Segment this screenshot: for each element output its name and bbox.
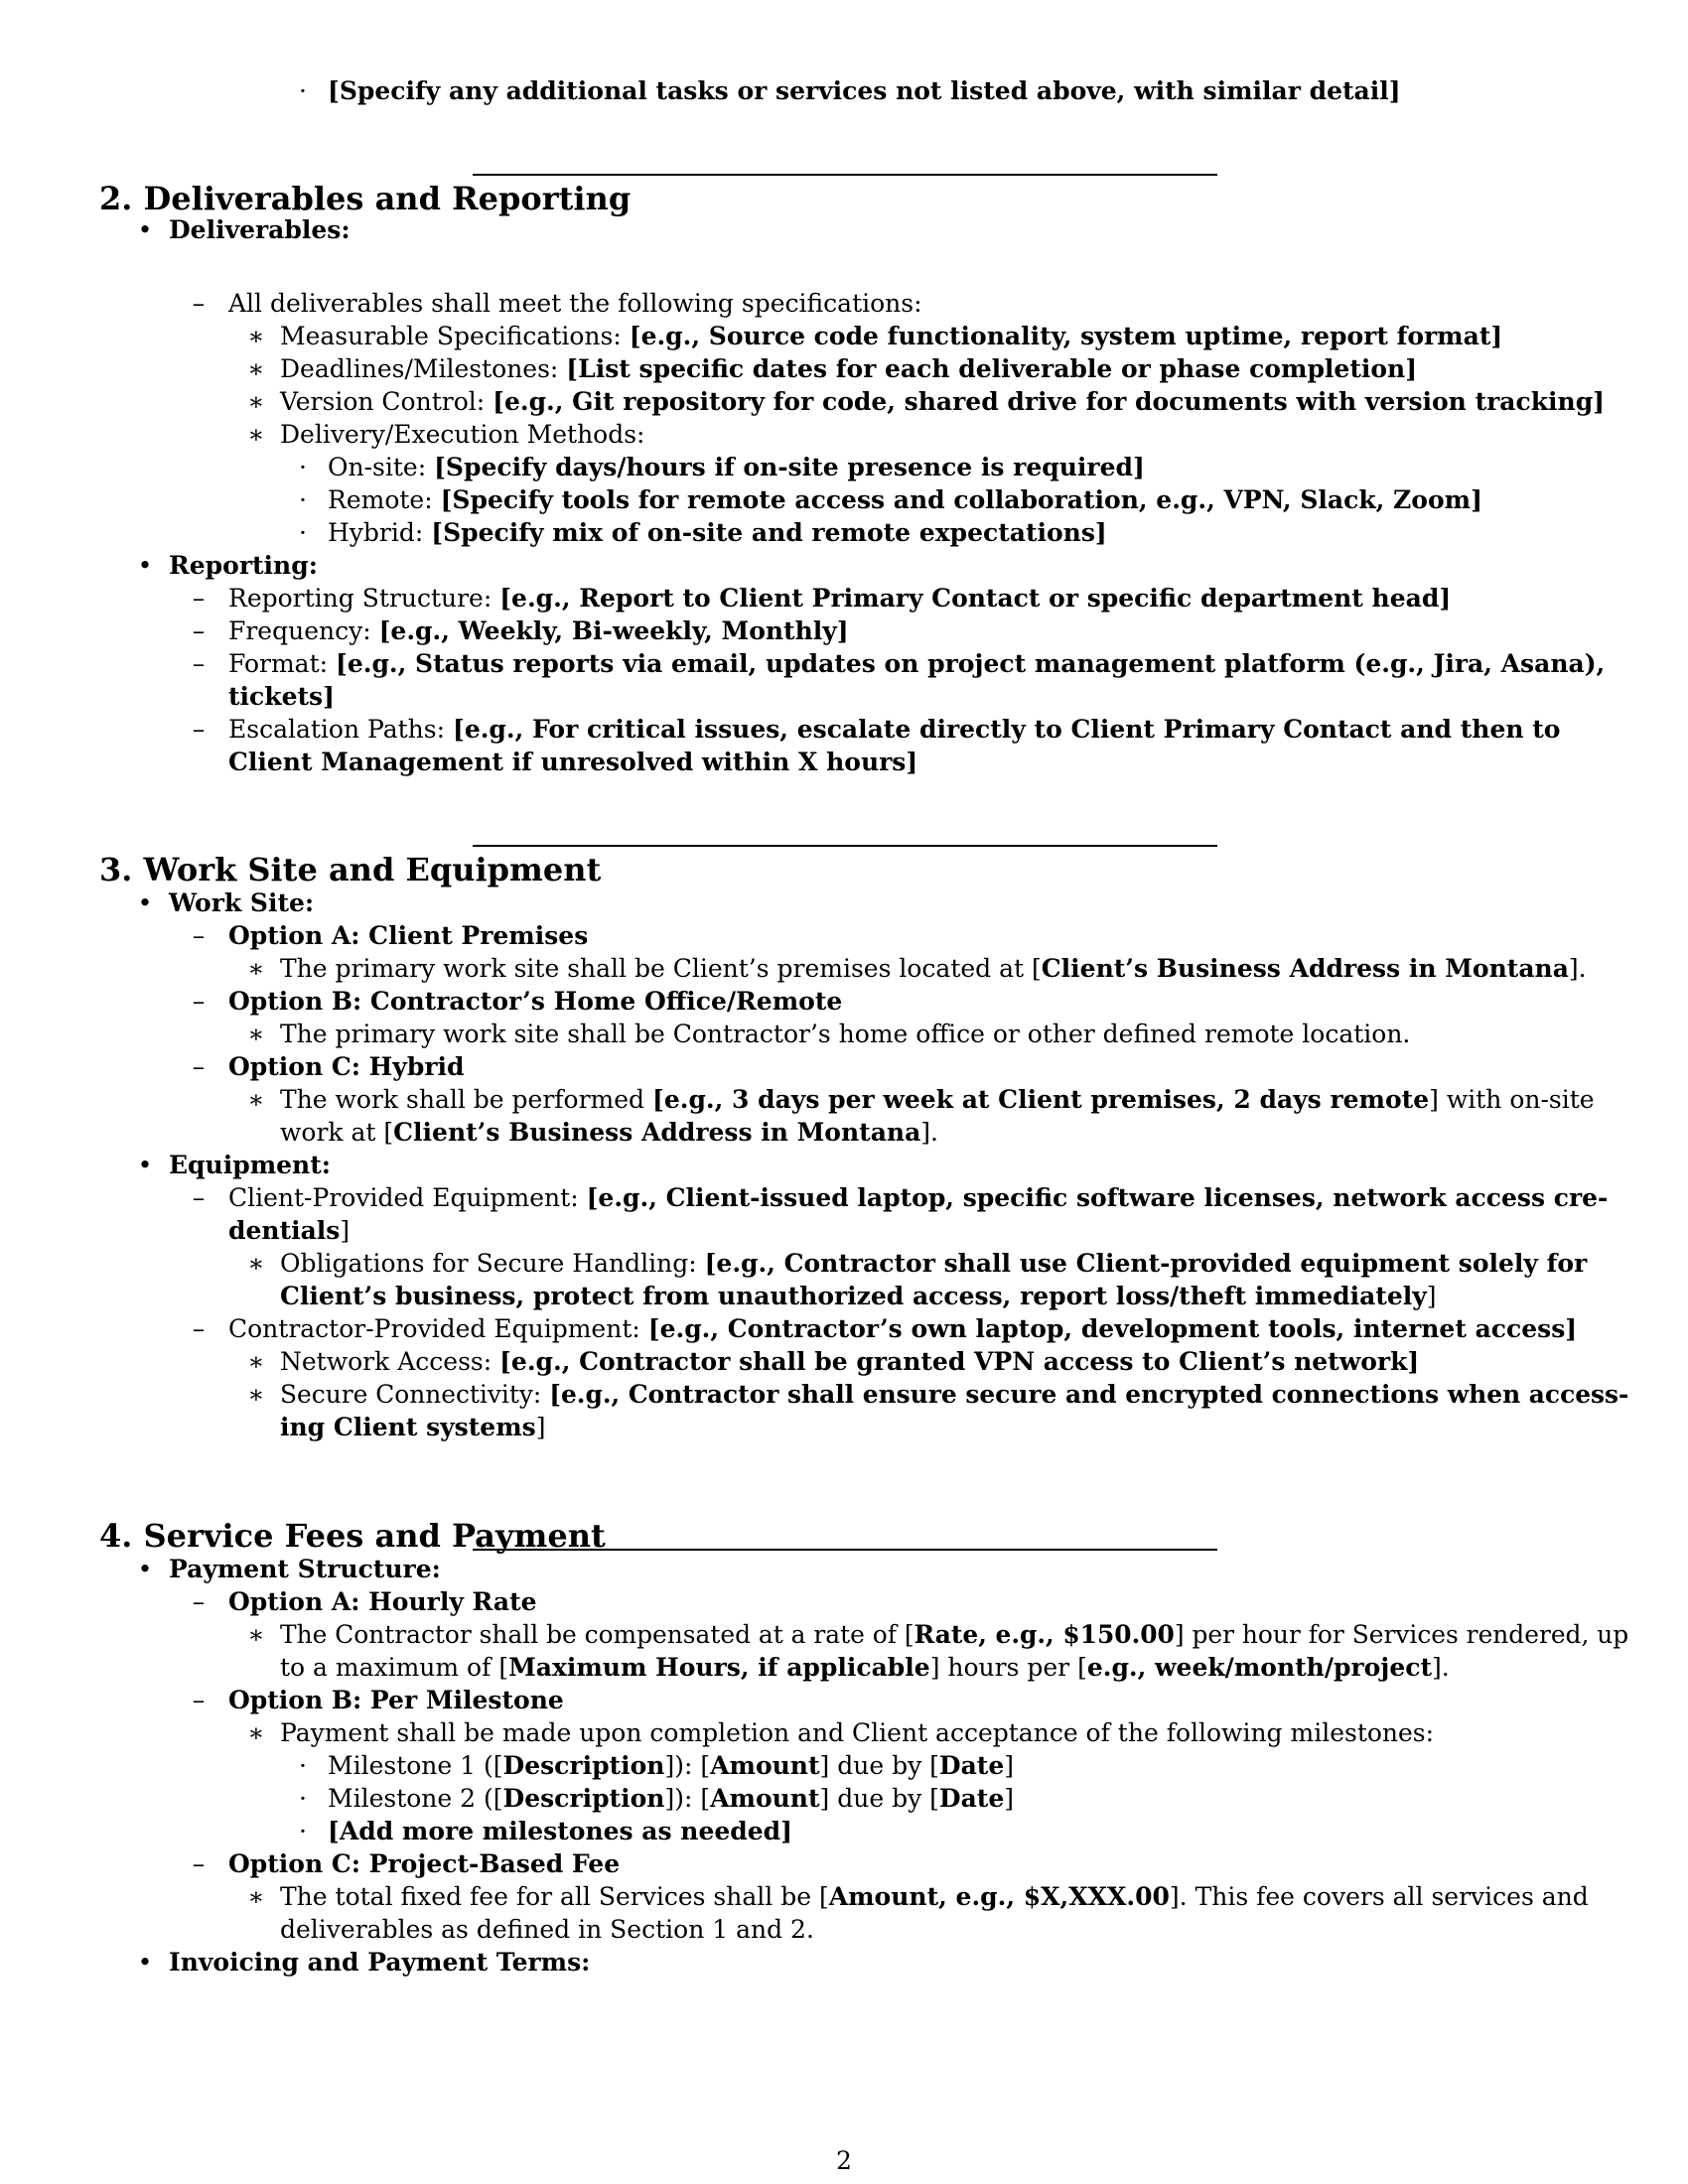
s4-structure: [169, 1553, 441, 1585]
list-marker: ·: [299, 1817, 307, 1845]
placeholder-text: [e.g., Source code functionality, system uptime, report format]: [629, 322, 1503, 350]
list-marker: ∗: [247, 387, 265, 416]
body-text: ]: [1004, 1751, 1015, 1780]
list-marker: •: [137, 215, 153, 244]
s3-opt-a-text: [280, 952, 1587, 985]
s2-hybrid: [328, 516, 1107, 549]
body-text: work at [: [280, 1118, 394, 1147]
s3-secure: [280, 1247, 1587, 1280]
placeholder-text: Maximum Hours, if applicable: [508, 1653, 930, 1682]
s4-opt-a-text-2: [280, 1651, 1450, 1684]
s3-network: [280, 1345, 1419, 1378]
s2-escalation-2: [228, 746, 917, 778]
s2-format: [228, 647, 1605, 680]
list-marker: –: [192, 921, 206, 950]
placeholder-text: Reporting:: [169, 551, 318, 580]
list-marker: ∗: [247, 354, 265, 383]
s4-milestone-1: [328, 1749, 1014, 1782]
page-number: 2: [836, 2146, 852, 2175]
placeholder-text: [Specify tools for remote access and collaboration, e.g., VPN, Slack, Zoom]: [440, 485, 1482, 514]
s3-worksite: [169, 887, 314, 919]
s3-connectivity: [280, 1378, 1628, 1411]
body-text: Payment shall be made upon completion and Client acceptance of the following milestones:: [280, 1718, 1435, 1747]
s3-opt-c-text-2: [280, 1116, 938, 1149]
s4-milestone-more: [328, 1815, 792, 1847]
body-text: Network Access:: [280, 1347, 500, 1376]
placeholder-text: Client’s business, protect from unauthorized access, report loss/theft immediately: [280, 1282, 1427, 1310]
list-marker: ∗: [247, 1620, 265, 1649]
s2-frequency: [228, 614, 849, 647]
placeholder-text: Work Site:: [169, 888, 315, 917]
body-text: The work shall be performed: [280, 1085, 652, 1114]
section-divider: [473, 174, 1217, 176]
placeholder-text: e.g., week/month/project: [1086, 1653, 1433, 1682]
placeholder-text: [Specify days/hours if on-site presence is required]: [434, 453, 1145, 481]
placeholder-text: [e.g., Contractor’s own laptop, development tools, internet access]: [647, 1314, 1578, 1343]
section-4-heading: 4. Service Fees and Payment: [99, 1517, 606, 1555]
placeholder-text: ing Client systems: [280, 1413, 536, 1441]
list-marker: •: [137, 1555, 153, 1583]
placeholder-text: [Add more milestones as needed]: [328, 1817, 792, 1845]
list-marker: –: [192, 289, 206, 318]
list-marker: ∗: [247, 1085, 265, 1114]
body-text: ] due by [: [819, 1751, 939, 1780]
s2-version: [280, 385, 1605, 418]
s2-methods: [280, 418, 644, 451]
body-text: Milestone 1 ([: [328, 1751, 503, 1780]
list-marker: ·: [299, 76, 307, 105]
placeholder-text: Invoicing and Payment Terms:: [169, 1948, 591, 1977]
s2-reporting: [169, 549, 318, 582]
list-marker: –: [192, 1686, 206, 1714]
body-text: The primary work site shall be Client’s premises located at [: [280, 954, 1042, 983]
s2-structure: [228, 582, 1451, 614]
s3-opt-b-text: [280, 1018, 1410, 1050]
placeholder-text: Option C: Project-Based Fee: [228, 1849, 621, 1878]
placeholder-text: tickets]: [228, 682, 335, 711]
list-marker: –: [192, 649, 206, 678]
body-text: ].: [920, 1118, 938, 1147]
body-text: The primary work site shall be Contractor’s home office or other defined remote location.: [280, 1020, 1411, 1048]
placeholder-text: [e.g., Status reports via email, updates on project management platform (e.g., Jira, Asana),: [336, 649, 1606, 678]
s3-connectivity-2: [280, 1411, 546, 1443]
s2-deadlines: [280, 352, 1417, 385]
body-text: Delivery/Execution Methods:: [280, 420, 645, 449]
body-text: The total fixed fee for all Services shall be [: [280, 1882, 829, 1911]
body-text: Deadlines/Milestones:: [280, 354, 567, 383]
placeholder-text: [e.g., Weekly, Bi-weekly, Monthly]: [378, 616, 849, 645]
placeholder-text: Option A: Client Premises: [228, 921, 589, 950]
body-text: ]: [1426, 1282, 1437, 1310]
list-marker: –: [192, 987, 206, 1016]
s2-format-2: [228, 680, 335, 713]
body-text: Format:: [228, 649, 337, 678]
list-marker: ·: [299, 1751, 307, 1780]
placeholder-text: [e.g., For critical issues, escalate directly to Client Primary Contact and then to: [452, 715, 1561, 744]
placeholder-text: Amount, e.g., $X,XXX.00: [828, 1882, 1170, 1911]
placeholder-text: Client Management if unresolved within X hours]: [228, 748, 918, 776]
list-marker: ∗: [247, 420, 265, 449]
list-marker: –: [192, 1587, 206, 1616]
placeholder-text: [e.g., Contractor shall ensure secure and encrypted connections when access-: [549, 1380, 1629, 1409]
placeholder-text: Description: [502, 1784, 665, 1813]
list-marker: ·: [299, 485, 307, 514]
body-text: ]: [340, 1216, 351, 1245]
body-text: Escalation Paths:: [228, 715, 453, 744]
list-marker: ·: [299, 1784, 307, 1813]
placeholder-text: [Specify mix of on-site and remote expectations]: [431, 518, 1107, 547]
section-divider: [473, 845, 1217, 847]
body-text: ]): [: [664, 1784, 711, 1813]
body-text: ]. This fee covers all services and: [1169, 1882, 1589, 1911]
body-text: Obligations for Secure Handling:: [280, 1249, 705, 1278]
body-text: The Contractor shall be compensated at a rate of [: [280, 1620, 914, 1649]
body-text: Version Control:: [280, 387, 493, 416]
list-marker: ∗: [247, 1882, 265, 1911]
body-text: ].: [1568, 954, 1587, 983]
body-text: Secure Connectivity:: [280, 1380, 550, 1409]
list-marker: –: [192, 1314, 206, 1343]
list-marker: ·: [299, 453, 307, 481]
body-text: ]): [: [664, 1751, 711, 1780]
placeholder-text: Date: [938, 1784, 1005, 1813]
list-marker: •: [137, 551, 153, 580]
s4-opt-a-text: [280, 1618, 1628, 1651]
list-marker: –: [192, 584, 206, 613]
placeholder-text: Description: [502, 1751, 665, 1780]
placeholder-text: Client’s Business Address in Montana: [1041, 954, 1569, 983]
s3-contractor-eq: [228, 1312, 1577, 1345]
s2-measurable: [280, 320, 1502, 352]
body-text: ] with on-site: [1429, 1085, 1595, 1114]
body-text: Contractor-Provided Equipment:: [228, 1314, 648, 1343]
placeholder-text: Date: [938, 1751, 1005, 1780]
placeholder-text: [e.g., Client-issued laptop, specific software licenses, network access cre-: [586, 1183, 1609, 1212]
list-marker: –: [192, 1849, 206, 1878]
placeholder-text: Option B: Contractor’s Home Office/Remote: [228, 987, 843, 1016]
placeholder-text: [List specific dates for each deliverable or phase completion]: [566, 354, 1418, 383]
list-marker: –: [192, 715, 206, 744]
placeholder-text: [Specify any additional tasks or services not listed above, with similar detail]: [328, 76, 1401, 105]
placeholder-text: Amount: [710, 1751, 820, 1780]
body-text: All deliverables shall meet the following specifications:: [228, 289, 922, 318]
s4-milestone-2: [328, 1782, 1014, 1815]
s2-onsite: [328, 451, 1145, 483]
s4-opt-a: [228, 1585, 537, 1618]
s1-additional: [328, 74, 1401, 107]
list-marker: ∗: [247, 1347, 265, 1376]
list-marker: ∗: [247, 1020, 265, 1048]
s2-specs-intro: [228, 287, 922, 320]
body-text: Hybrid:: [328, 518, 432, 547]
list-marker: •: [137, 1948, 153, 1977]
s4-invoicing: [169, 1946, 590, 1979]
s4-opt-c: [228, 1847, 620, 1880]
s3-equipment: [169, 1149, 331, 1181]
body-text: ] per hour for Services rendered, up: [1174, 1620, 1629, 1649]
placeholder-text: [e.g., Contractor shall be granted VPN access to Client’s network]: [499, 1347, 1420, 1376]
placeholder-text: [e.g., Git repository for code, shared drive for documents with version tracking]: [492, 387, 1606, 416]
list-marker: –: [192, 1183, 206, 1212]
body-text: Client-Provided Equipment:: [228, 1183, 587, 1212]
list-marker: ∗: [247, 1380, 265, 1409]
body-text: to a maximum of [: [280, 1653, 509, 1682]
placeholder-text: Option A: Hourly Rate: [228, 1587, 537, 1616]
placeholder-text: Deliverables:: [169, 215, 351, 244]
section-3-heading: 3. Work Site and Equipment: [99, 851, 602, 888]
s3-opt-c: [228, 1050, 464, 1083]
list-marker: –: [192, 1052, 206, 1081]
body-text: Milestone 2 ([: [328, 1784, 503, 1813]
s3-opt-a: [228, 919, 588, 952]
body-text: deliverables as defined in Section 1 and 2.: [280, 1915, 814, 1944]
placeholder-text: [e.g., Report to Client Primary Contact or specific department head]: [499, 584, 1452, 613]
placeholder-text: Rate, e.g., $150.00: [914, 1620, 1175, 1649]
s3-opt-b: [228, 985, 842, 1018]
s3-client-eq: [228, 1181, 1608, 1214]
s4-opt-b: [228, 1684, 564, 1716]
placeholder-text: [e.g., Contractor shall use Client-provided equipment solely for: [704, 1249, 1588, 1278]
list-marker: •: [137, 888, 153, 917]
body-text: ]: [535, 1413, 546, 1441]
body-text: Remote:: [328, 485, 441, 514]
body-text: On-site:: [328, 453, 435, 481]
list-marker: ∗: [247, 322, 265, 350]
body-text: Measurable Specifications:: [280, 322, 630, 350]
s4-opt-b-text: [280, 1716, 1434, 1749]
placeholder-text: Amount: [710, 1784, 820, 1813]
list-marker: •: [137, 1151, 153, 1179]
body-text: ] due by [: [819, 1784, 939, 1813]
s2-escalation: [228, 713, 1560, 746]
list-marker: ∗: [247, 1249, 265, 1278]
s4-opt-c-text: [280, 1880, 1589, 1913]
body-text: Frequency:: [228, 616, 379, 645]
placeholder-text: [e.g., 3 days per week at Client premises, 2 days remote: [652, 1085, 1430, 1114]
section-divider: [473, 1549, 1217, 1551]
s3-client-eq-2: [228, 1214, 350, 1247]
s2-deliverables: [169, 213, 351, 246]
s2-remote: [328, 483, 1482, 516]
placeholder-text: Payment Structure:: [169, 1555, 441, 1583]
placeholder-text: dentials: [228, 1216, 341, 1245]
list-marker: –: [192, 616, 206, 645]
list-marker: ·: [299, 518, 307, 547]
s4-opt-c-text-2: [280, 1913, 814, 1946]
s3-secure-2: [280, 1280, 1437, 1312]
body-text: ] hours per [: [929, 1653, 1087, 1682]
placeholder-text: Client’s Business Address in Montana: [393, 1118, 921, 1147]
section-2-heading: 2. Deliverables and Reporting: [99, 180, 632, 217]
placeholder-text: Equipment:: [169, 1151, 332, 1179]
s3-opt-c-text: [280, 1083, 1595, 1116]
body-text: Reporting Structure:: [228, 584, 500, 613]
list-marker: ∗: [247, 954, 265, 983]
body-text: ].: [1432, 1653, 1450, 1682]
body-text: ]: [1004, 1784, 1015, 1813]
list-marker: ∗: [247, 1718, 265, 1747]
placeholder-text: Option B: Per Milestone: [228, 1686, 564, 1714]
placeholder-text: Option C: Hybrid: [228, 1052, 465, 1081]
